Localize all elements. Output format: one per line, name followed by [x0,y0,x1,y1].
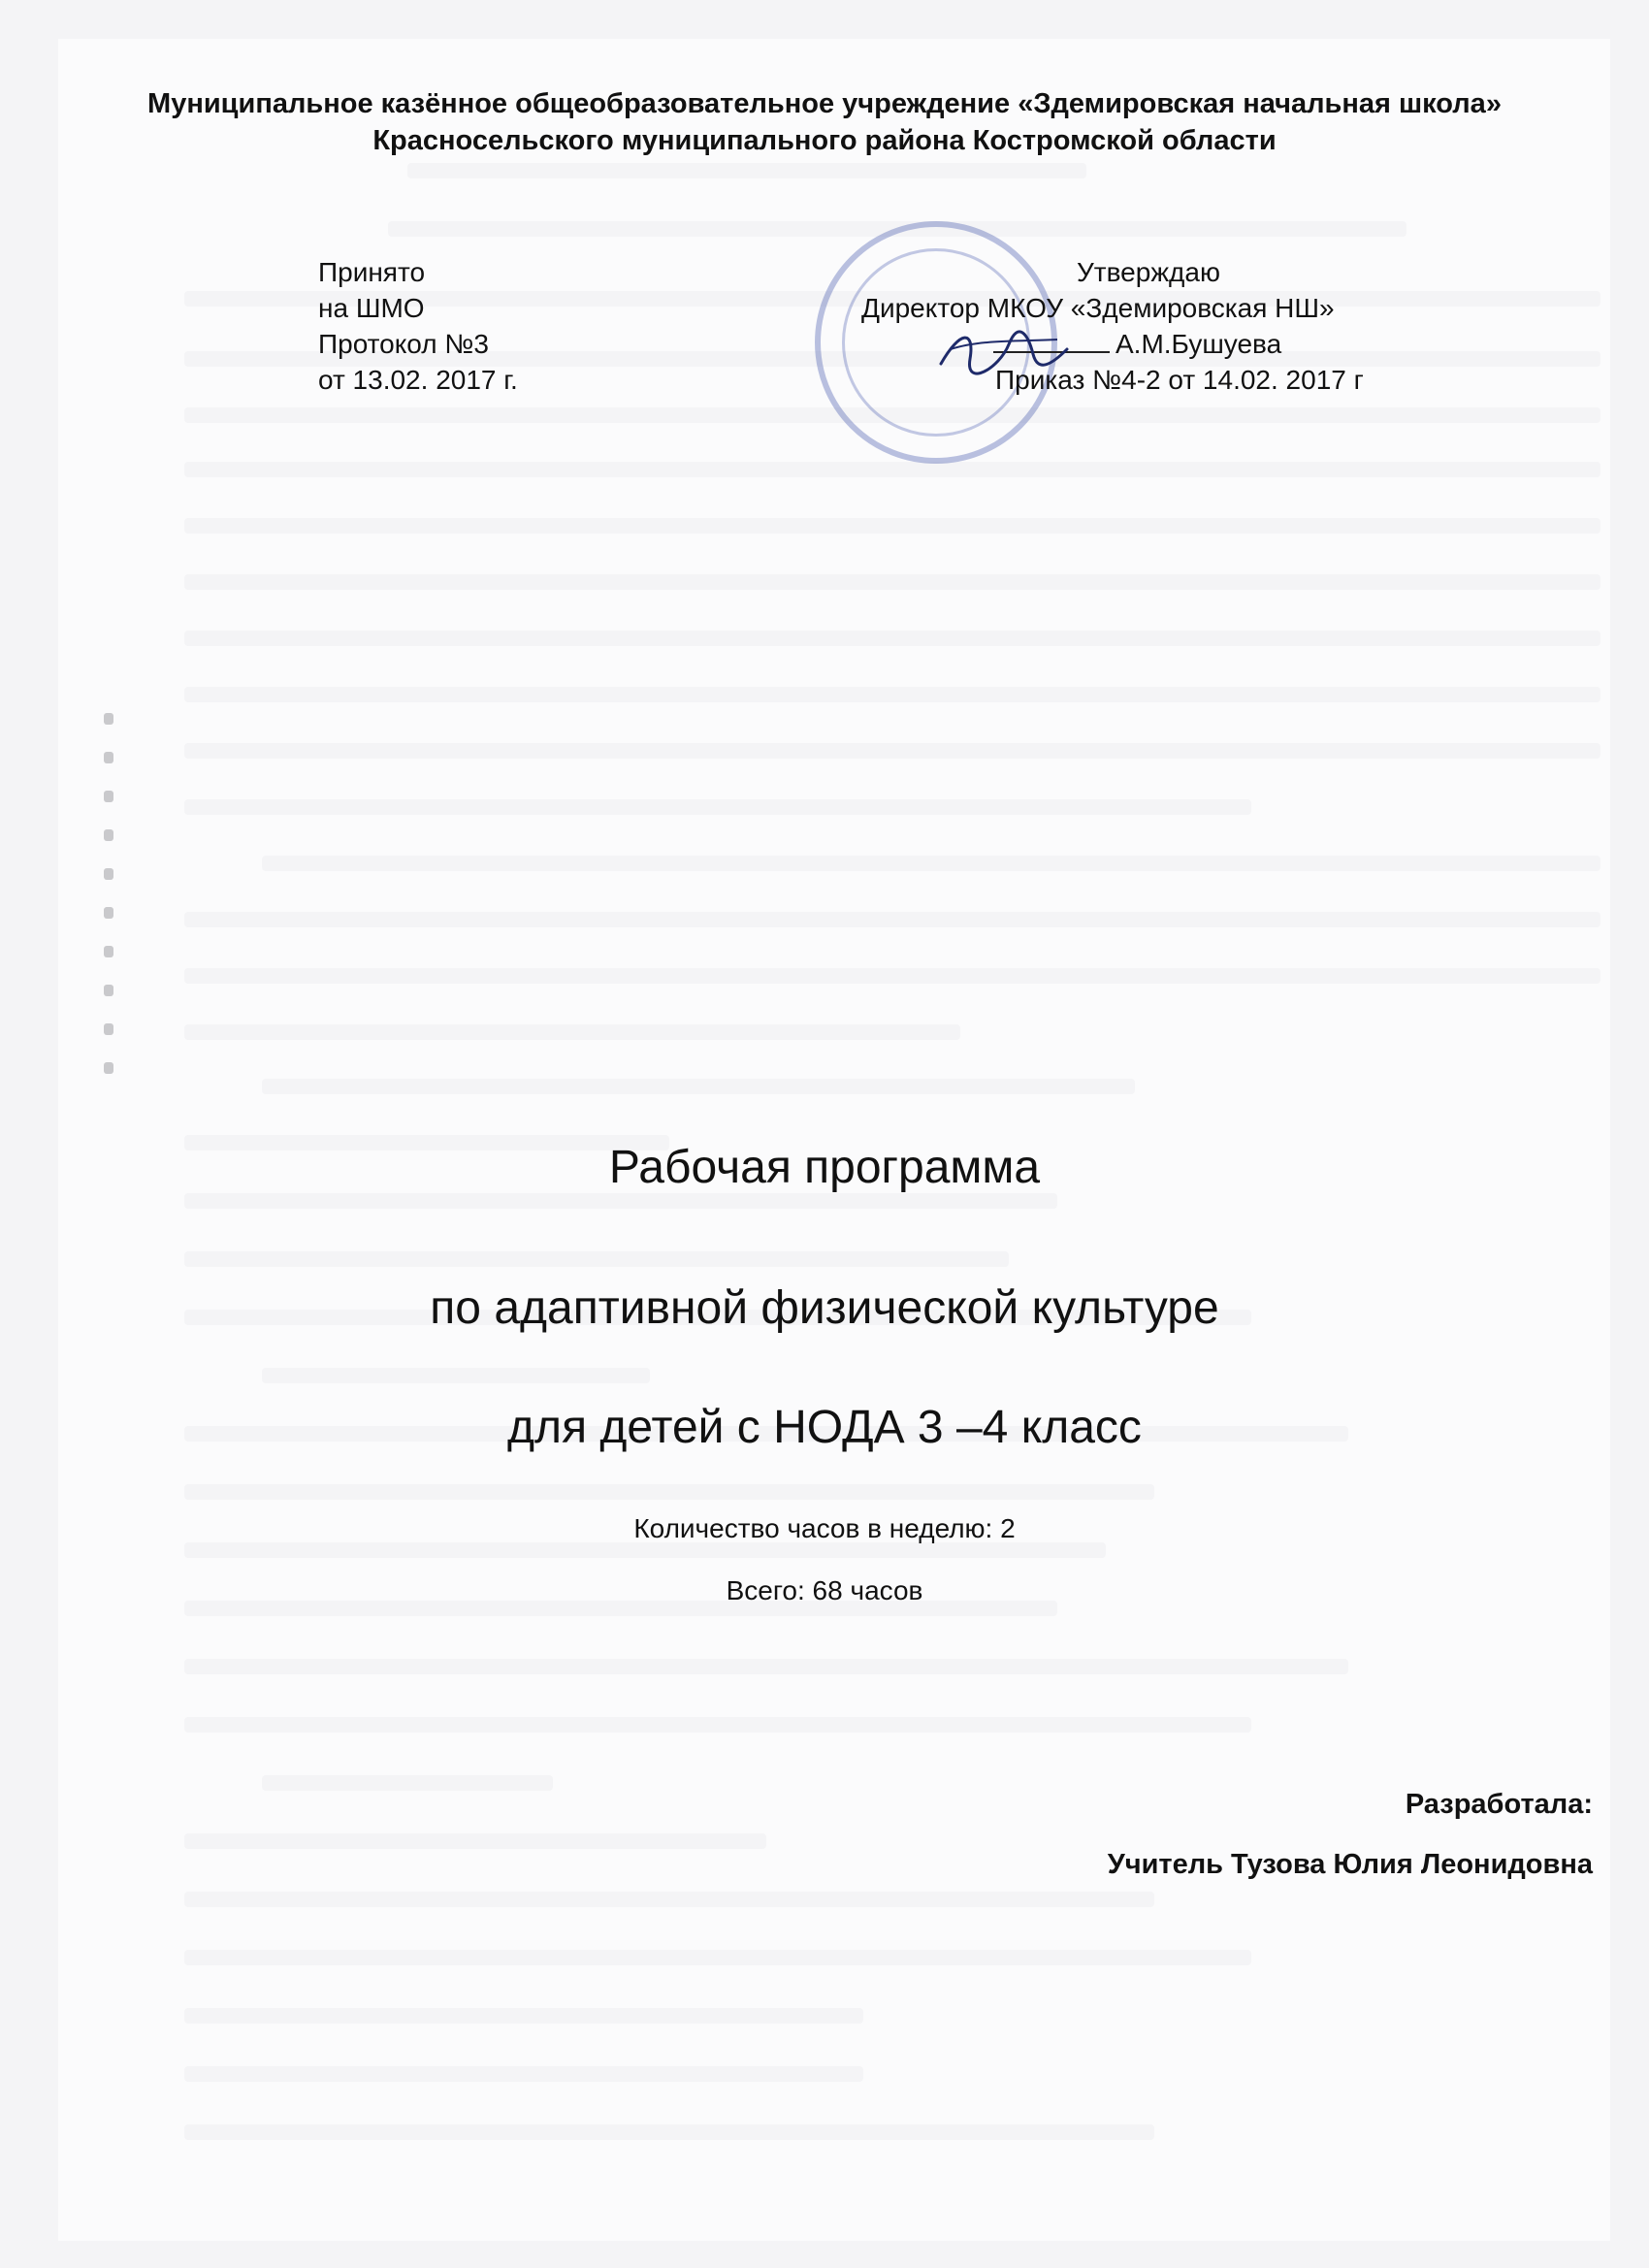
binder-holes [100,713,119,1101]
document-subject: по адаптивной физической культуре [430,1282,1219,1334]
author-name: Учитель Тузова Юлия Леонидовна [1107,1849,1593,1880]
director-title: Директор МКОУ «Здемировская НШ» [861,293,1335,323]
author-label: Разработала: [1405,1789,1593,1820]
document-audience: для детей с НОДА 3 –4 класс [507,1402,1142,1453]
approval-accepted-block [318,254,518,398]
hours-per-week: Количество часов в неделю: 2 [633,1513,1016,1543]
school-header-line2: Красносельского муниципального района Костромской области [372,125,1277,156]
confirm-label: Утверждаю [1077,257,1220,287]
accepted-body: на ШМО [318,293,425,323]
protocol-date: от 13.02. 2017 г. [318,365,518,395]
handwritten-signature-icon [931,320,1077,378]
accepted-label: Принято [318,257,426,287]
document-title: Рабочая программа [608,1142,1041,1193]
protocol-number: Протокол №3 [318,329,489,359]
director-name: А.М.Бушуева [1116,329,1282,359]
order-number: Приказ №4-2 от 14.02. 2017 г [995,365,1364,395]
school-header [0,85,1649,159]
total-hours: Всего: 68 часов [726,1575,923,1605]
school-header-line1: Муниципальное казённое общеобразовательное учреждение «Здемировская начальная школа» [147,88,1502,119]
